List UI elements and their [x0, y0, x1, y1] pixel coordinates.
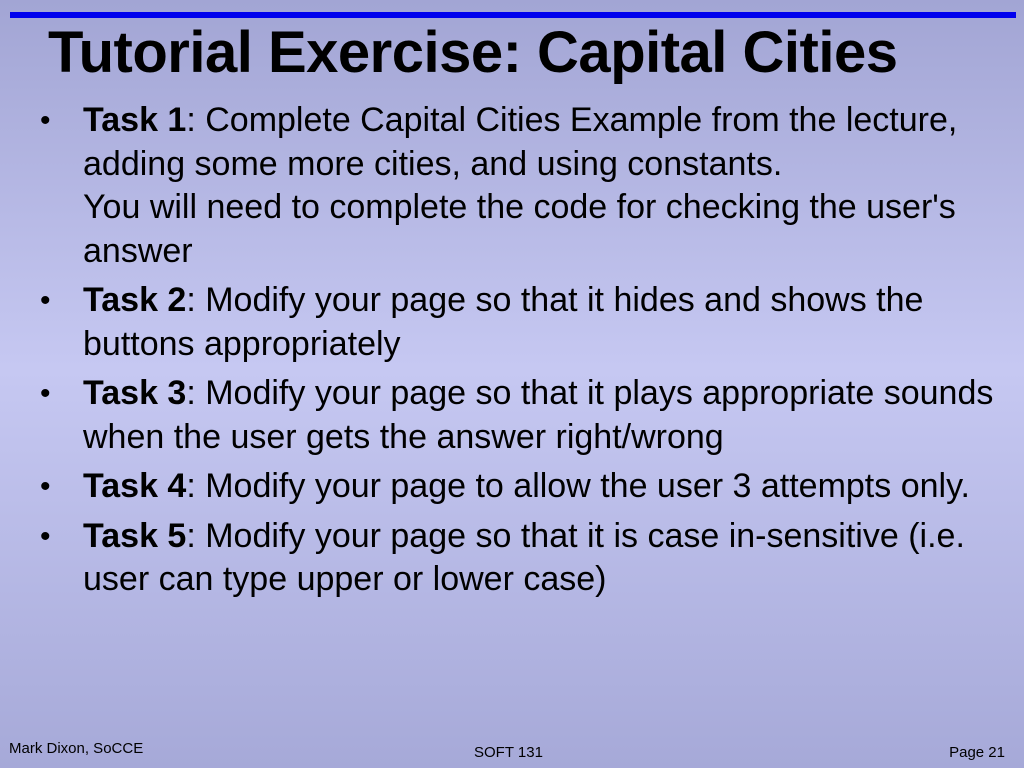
task-label: Task 2	[83, 281, 187, 319]
task-text: Modify your page so that it hides and shows the buttons appropriately	[83, 281, 924, 363]
task-item-1	[40, 99, 1000, 273]
task-text: Modify your page so that it plays appropriate sounds when the user gets the answer right/wrong	[83, 374, 994, 456]
task-label: Task 3	[83, 374, 187, 412]
slide-title: Tutorial Exercise: Capital Cities	[48, 20, 898, 85]
task-text: Modify your page so that it is case in-sensitive (i.e. user can type upper or lower case)	[83, 516, 965, 598]
bullet-icon: •	[40, 377, 51, 410]
footer-page-number: Page 21	[949, 744, 1005, 761]
bullet-icon: •	[40, 470, 51, 503]
task-note: You will need to complete the code for checking the user's answer	[83, 188, 956, 270]
task-text: Modify your page to allow the user 3 attempts only.	[195, 467, 970, 505]
task-separator: :	[186, 467, 196, 505]
task-item-3	[40, 372, 1000, 459]
task-list	[40, 99, 1000, 608]
bullet-icon: •	[40, 284, 51, 317]
bullet-icon: •	[40, 104, 51, 137]
bullet-icon: •	[40, 519, 51, 553]
task-separator: :	[186, 281, 196, 319]
task-label: Task 1	[83, 101, 187, 139]
task-item-5	[40, 515, 1000, 602]
task-label: Task 5	[83, 516, 187, 555]
task-separator: :	[186, 374, 196, 412]
task-item-4	[40, 465, 1000, 509]
task-item-2	[40, 279, 1000, 366]
task-label: Task 4	[83, 467, 187, 505]
task-separator: :	[186, 516, 196, 555]
footer-author: Mark Dixon, SoCCE	[9, 740, 144, 757]
task-text: Complete Capital Cities Example from the lecture, adding some more cities, and using constants.	[83, 101, 958, 183]
footer-course: SOFT 131	[474, 744, 543, 761]
task-separator: :	[186, 101, 196, 139]
